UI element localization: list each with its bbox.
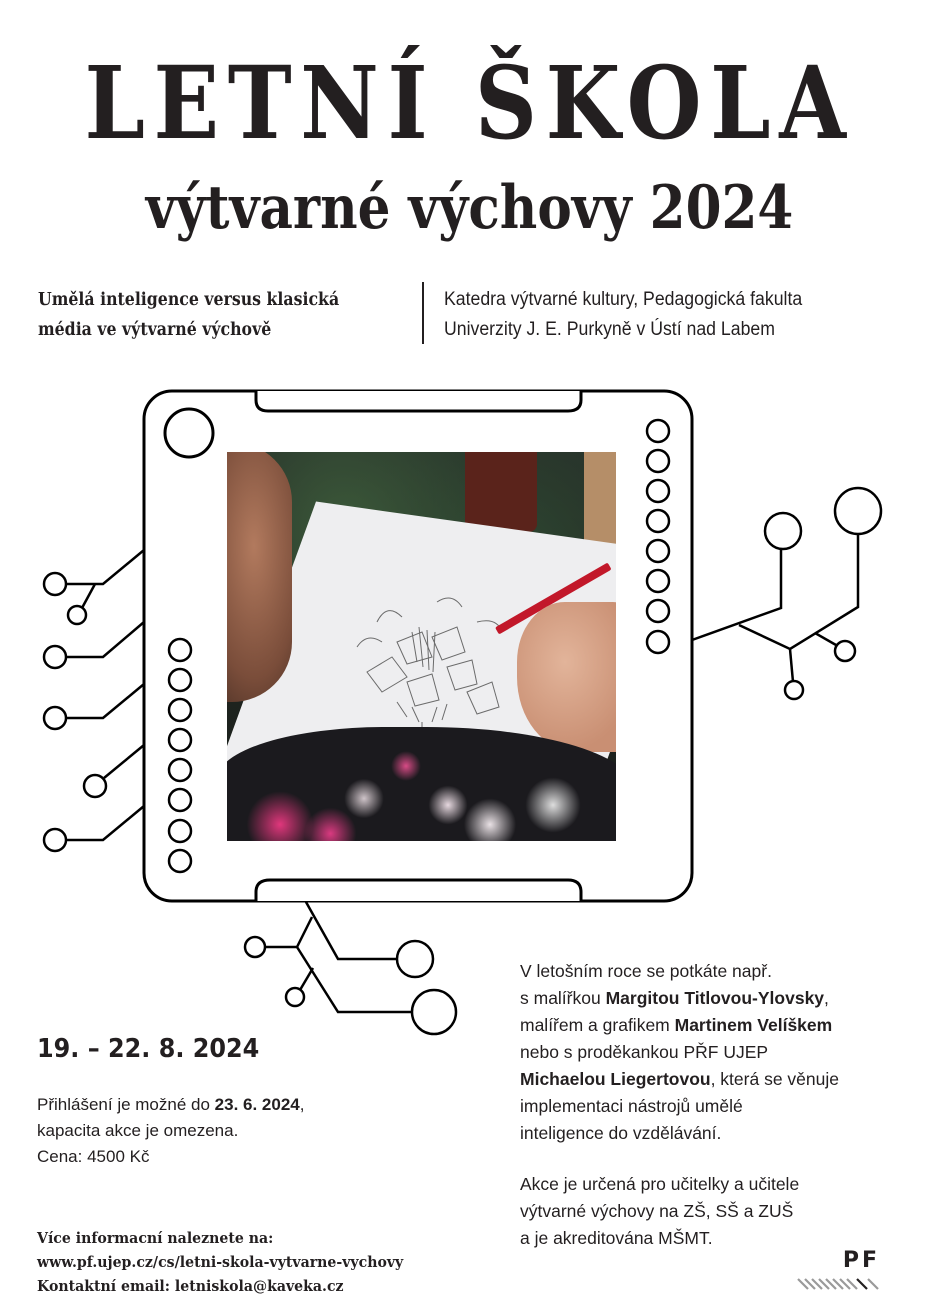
registration-info: Přihlášení je možné do 23. 6. 2024, kapacita akce je omezena. Cena: 4500 Kč — [37, 1092, 477, 1170]
right-button-column — [647, 420, 669, 653]
organizer-line-2: Univerzity J. E. Purkyně v Ústí nad Labem — [444, 319, 775, 340]
theme-text — [38, 285, 380, 345]
person-head — [227, 452, 292, 702]
organizer-line-1: Katedra výtvarné kultury, Pedagogická fakulta — [444, 289, 803, 310]
theme-line-2: média ve výtvarné výchově — [38, 320, 272, 340]
floral-shirt — [227, 727, 616, 841]
right-circuit — [692, 488, 881, 699]
price-text: Cena: 4500 Kč — [37, 1147, 150, 1166]
organizer-text — [444, 285, 872, 345]
speaker-1: Margitou Titlovou-Ylovsky — [605, 988, 825, 1008]
capacity-text: kapacita akce je omezena. — [37, 1121, 239, 1140]
email-link[interactable]: letniskola@kaveka.cz — [174, 1277, 344, 1295]
left-circuit — [44, 550, 144, 851]
theme-line-1: Umělá inteligence versus klasická — [38, 290, 340, 310]
logo-stripes-icon — [796, 1278, 886, 1290]
speaker-3: Michaelou Liegertovou — [520, 1069, 711, 1089]
drawing-photo — [227, 452, 616, 841]
bottom-circuit — [245, 902, 456, 1034]
logo-text: PF — [842, 1248, 880, 1273]
poster-subtitle: výtvarné výchovy 2024 — [145, 173, 794, 243]
website-link[interactable]: www.pf.ujep.cz/cs/letni-skola-vytvarne-vychovy — [37, 1253, 404, 1271]
more-info: Více informacní naleznete na: www.pf.ujep.cz/cs/letni-skola-vytvarne-vychovy Kontaktní email: letniskola@kaveka.cz — [37, 1226, 488, 1298]
left-button-column — [169, 639, 191, 872]
more-info-label: Více informacní naleznete na: — [37, 1229, 274, 1247]
speakers-info: V letošním roce se potkáte např. s malířkou Margitou Titlovou-Ylovsky, malířem a grafikem Martinem Velíškem nebo s proděkankou PŘF UJEP Michaelou Liegertovou, která se věnuje implementaci nástrojů umělé inteligence do vzdělávání. — [520, 961, 839, 1143]
pf-logo — [796, 1248, 886, 1293]
speaker-2: Martinem Velíškem — [674, 1015, 833, 1035]
poster-title: LETNÍ ŠKOLA — [84, 44, 855, 162]
sketch-drawing — [337, 582, 517, 742]
cup — [465, 452, 537, 532]
registration-deadline: 23. 6. 2024 — [214, 1095, 300, 1114]
divider — [422, 282, 424, 344]
event-date: 19. – 22. 8. 2024 — [37, 1034, 260, 1064]
audience-info: Akce je určená pro učitelky a učitele výtvarné výchovy na ZŠ, SŠ a ZUŠ a je akreditována MŠMT. — [520, 1174, 800, 1248]
